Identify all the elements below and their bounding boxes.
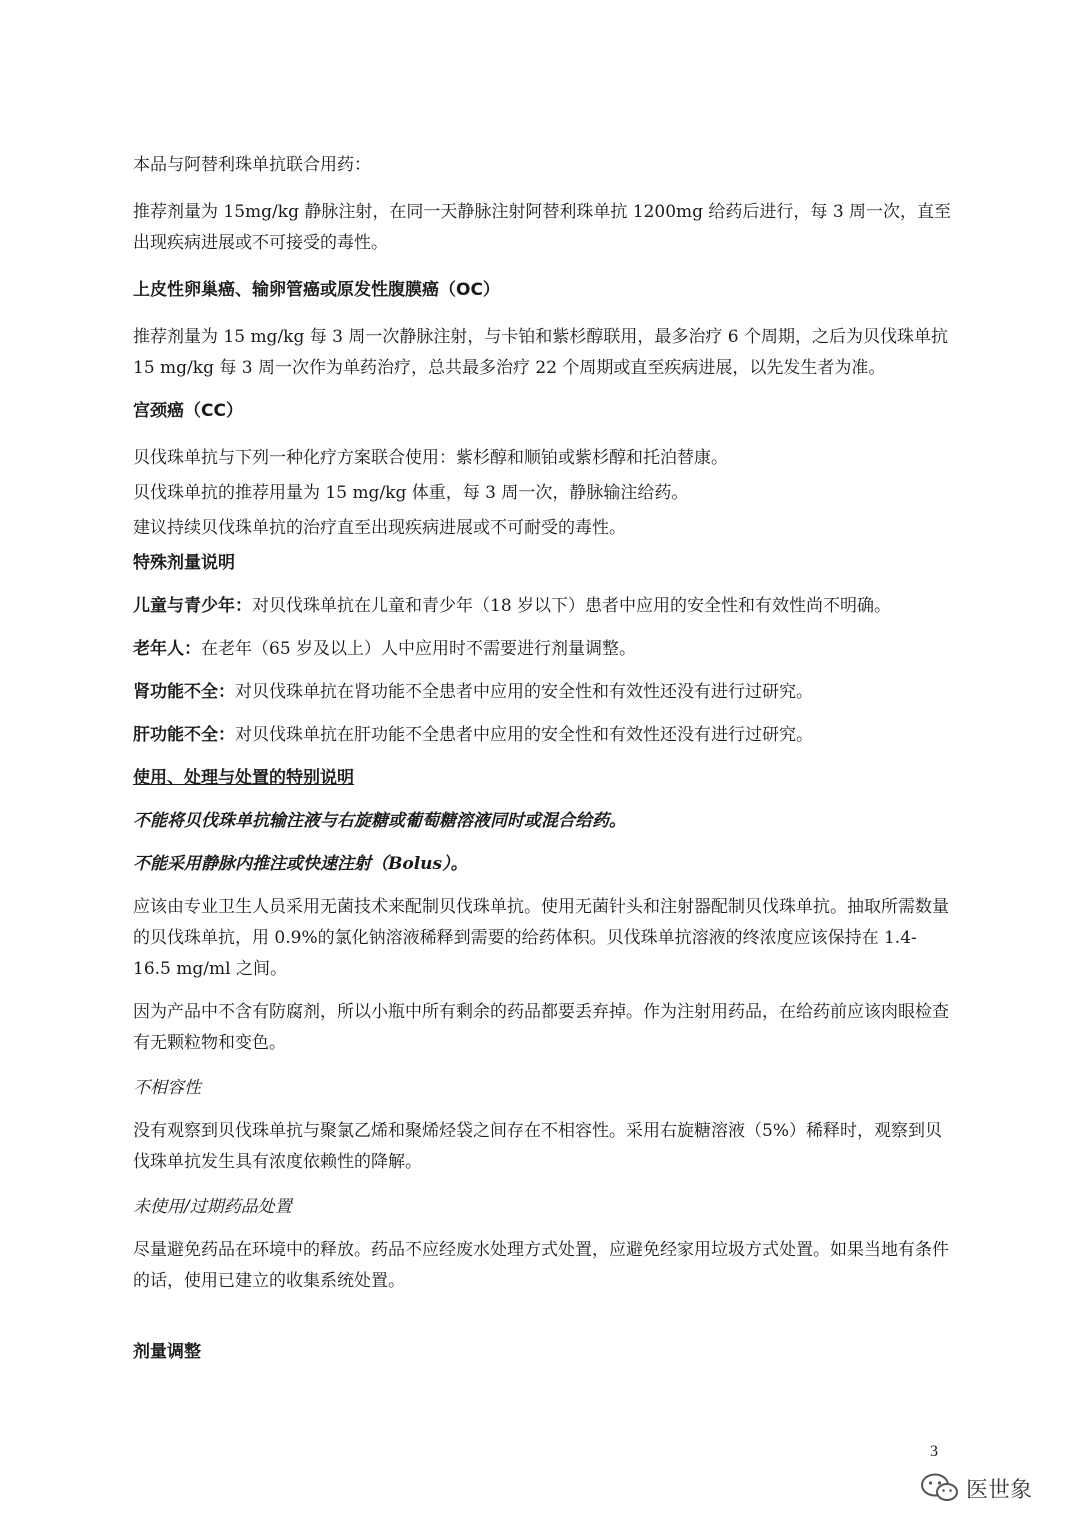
wechat-icon bbox=[920, 1472, 960, 1504]
paragraph-cc-regimen: 贝伐珠单抗与下列一种化疗方案联合使用：紫杉醇和顺铂或紫杉醇和托泊替康。 bbox=[133, 448, 728, 468]
elderly-text: 在老年（65 岁及以上）人中应用时不需要进行剂量调整。 bbox=[201, 639, 637, 659]
renal-text: 对贝伐珠单抗在肾功能不全患者中应用的安全性和有效性还没有进行过研究。 bbox=[235, 682, 813, 702]
paragraph-cc-dose: 贝伐珠单抗的推荐用量为 15 mg/kg 体重，每 3 周一次，静脉输注给药。 bbox=[133, 483, 689, 503]
hepatic-label: 肝功能不全： bbox=[133, 725, 235, 745]
elderly-label: 老年人： bbox=[133, 639, 201, 659]
paragraph-combo-dose: 推荐剂量为 15mg/kg 静脉注射，在同一天静脉注射阿替利珠单抗 1200mg 给药后进行，每 3 周一次，直至出现疾病进展或不可接受的毒性。 bbox=[133, 202, 952, 253]
paragraph-hepatic bbox=[133, 720, 953, 751]
watermark-text: 医世象 bbox=[966, 1477, 1033, 1503]
paragraph-elderly bbox=[133, 634, 953, 665]
heading-usage-handling: 使用、处理与处置的特别说明 bbox=[133, 768, 354, 788]
heading-ovarian-cancer: 上皮性卵巢癌、输卵管癌或原发性腹膜癌（OC） bbox=[133, 280, 500, 300]
watermark bbox=[920, 1468, 1032, 1508]
heading-special-dosing: 特殊剂量说明 bbox=[133, 553, 235, 573]
paragraph-preparation: 应该由专业卫生人员采用无菌技术来配制贝伐珠单抗。使用无菌针头和注射器配制贝伐珠单抗。抽取所需数量的贝伐珠单抗，用 0.9%的氯化钠溶液稀释到需要的给药体积。贝伐珠单抗溶液的终浓度应该保持在 1.4-16.5 mg/ml 之间。 bbox=[133, 897, 949, 979]
heading-incompatibility: 不相容性 bbox=[133, 1078, 201, 1098]
renal-label: 肾功能不全： bbox=[133, 682, 235, 702]
pediatric-label: 儿童与青少年： bbox=[133, 596, 252, 616]
warning-no-dextrose: 不能将贝伐珠单抗输注液与右旋糖或葡萄糖溶液同时或混合给药。 bbox=[133, 811, 626, 831]
heading-cervical-cancer: 宫颈癌（CC） bbox=[133, 401, 243, 421]
paragraph-pediatric bbox=[133, 591, 953, 622]
paragraph-disposal: 尽量避免药品在环境中的释放。药品不应经废水处理方式处置，应避免经家用垃圾方式处置。如果当地有条件的话，使用已建立的收集系统处置。 bbox=[133, 1240, 949, 1291]
warning-no-bolus: 不能采用静脉内推注或快速注射（Bolus）。 bbox=[133, 854, 468, 874]
paragraph-incompatibility: 没有观察到贝伐珠单抗与聚氯乙烯和聚烯烃袋之间存在不相容性。采用右旋糖溶液（5%）稀释时，观察到贝伐珠单抗发生具有浓度依赖性的降解。 bbox=[133, 1121, 942, 1172]
paragraph-combo-intro: 本品与阿替利珠单抗联合用药： bbox=[133, 155, 371, 175]
paragraph-oc-dose: 推荐剂量为 15 mg/kg 每 3 周一次静脉注射，与卡铂和紫杉醇联用，最多治疗 6 个周期，之后为贝伐珠单抗 15 mg/kg 每 3 周一次作为单药治疗，总共最多治疗 22 个周期或直至疾病进展，以先发生者为准。 bbox=[133, 327, 949, 378]
paragraph-preservative: 因为产品中不含有防腐剂，所以小瓶中所有剩余的药品都要丢弃掉。作为注射用药品，在给药前应该肉眼检查有无颗粒物和变色。 bbox=[133, 1002, 949, 1053]
page-number: 3 bbox=[930, 1443, 938, 1460]
heading-dose-adjustment: 剂量调整 bbox=[133, 1342, 201, 1362]
paragraph-renal bbox=[133, 677, 953, 708]
hepatic-text: 对贝伐珠单抗在肝功能不全患者中应用的安全性和有效性还没有进行过研究。 bbox=[235, 725, 813, 745]
pediatric-text: 对贝伐珠单抗在儿童和青少年（18 岁以下）患者中应用的安全性和有效性尚不明确。 bbox=[252, 596, 892, 616]
document-body bbox=[133, 150, 953, 1368]
heading-disposal: 未使用/过期药品处置 bbox=[133, 1197, 292, 1217]
paragraph-cc-duration: 建议持续贝伐珠单抗的治疗直至出现疾病进展或不可耐受的毒性。 bbox=[133, 518, 626, 538]
